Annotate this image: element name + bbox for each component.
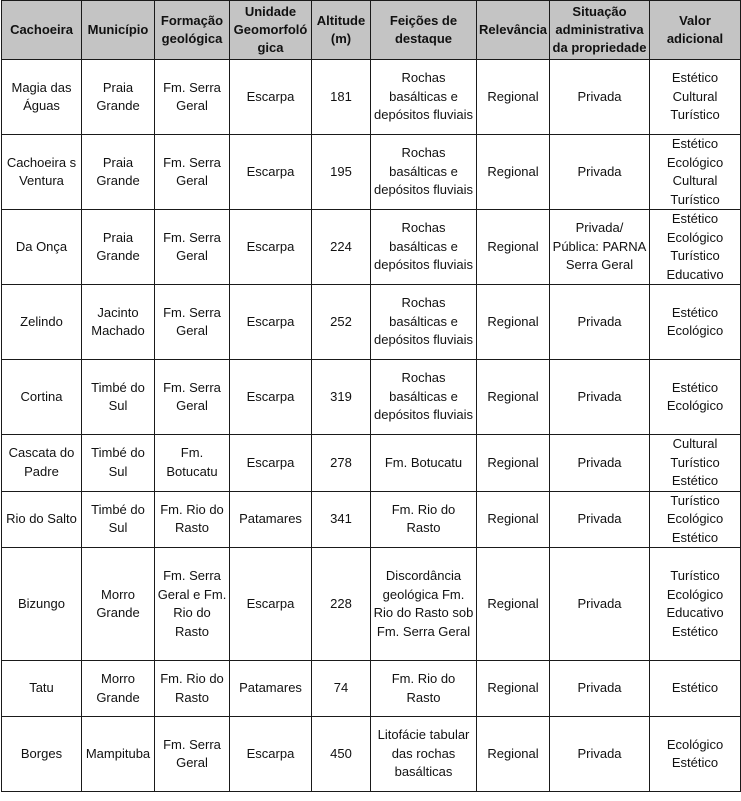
- column-header-unidade: Unidade Geomorfoló gica: [230, 1, 312, 60]
- cell-relevancia: Regional: [477, 135, 550, 210]
- cell-relevancia: Regional: [477, 491, 550, 548]
- cell-situacao: Privada: [550, 60, 650, 135]
- cell-altitude: 74: [312, 661, 371, 717]
- cell-relevancia: Regional: [477, 285, 550, 360]
- cell-cachoeira: Bizungo: [2, 548, 82, 661]
- cell-cachoeira: Borges: [2, 717, 82, 792]
- cell-municipio: Praia Grande: [82, 135, 155, 210]
- cell-altitude: 341: [312, 491, 371, 548]
- cell-municipio: Mampituba: [82, 717, 155, 792]
- column-header-municipio: Município: [82, 1, 155, 60]
- cell-formacao: Fm. Serra Geral: [155, 717, 230, 792]
- cell-cachoeira: Da Onça: [2, 210, 82, 285]
- cell-feicoes: Fm. Rio do Rasto: [371, 661, 477, 717]
- table-row: [2, 285, 741, 360]
- cell-formacao: Fm. Serra Geral: [155, 210, 230, 285]
- table-row: [2, 210, 741, 285]
- cell-altitude: 228: [312, 548, 371, 661]
- cell-formacao: Fm. Serra Geral: [155, 60, 230, 135]
- cell-feicoes: Discordância geológica Fm. Rio do Rasto sob Fm. Serra Geral: [371, 548, 477, 661]
- cell-cachoeira: Cascata do Padre: [2, 435, 82, 492]
- cell-formacao: Fm. Botucatu: [155, 435, 230, 492]
- cell-situacao: Privada: [550, 435, 650, 492]
- cell-valor: Estético Cultural Turístico: [650, 60, 741, 135]
- cell-altitude: 252: [312, 285, 371, 360]
- cell-feicoes: Fm. Rio do Rasto: [371, 491, 477, 548]
- cell-altitude: 319: [312, 360, 371, 435]
- cell-feicoes: Litofácie tabular das rochas basálticas: [371, 717, 477, 792]
- cell-unidade: Escarpa: [230, 60, 312, 135]
- cell-formacao: Fm. Serra Geral: [155, 360, 230, 435]
- column-header-cachoeira: Cachoeira: [2, 1, 82, 60]
- table-row: [2, 360, 741, 435]
- cell-formacao: Fm. Rio do Rasto: [155, 491, 230, 548]
- cell-unidade: Escarpa: [230, 210, 312, 285]
- cell-valor: Estético Ecológico Cultural Turístico: [650, 135, 741, 210]
- cell-formacao: Fm. Serra Geral: [155, 285, 230, 360]
- cell-municipio: Timbé do Sul: [82, 360, 155, 435]
- cell-valor: Turístico Ecológico Estético: [650, 491, 741, 548]
- cell-municipio: Morro Grande: [82, 548, 155, 661]
- table-row: [2, 435, 741, 492]
- cell-situacao: Privada: [550, 285, 650, 360]
- table-row: [2, 548, 741, 661]
- cell-unidade: Escarpa: [230, 717, 312, 792]
- column-header-feicoes: Feições de destaque: [371, 1, 477, 60]
- cell-feicoes: Rochas basálticas e depósitos fluviais: [371, 360, 477, 435]
- cell-formacao: Fm. Rio do Rasto: [155, 661, 230, 717]
- cell-municipio: Timbé do Sul: [82, 435, 155, 492]
- cell-situacao: Privada: [550, 135, 650, 210]
- column-header-situacao: Situação administrativa da propriedade: [550, 1, 650, 60]
- table-row: [2, 60, 741, 135]
- cell-altitude: 450: [312, 717, 371, 792]
- cell-feicoes: Fm. Botucatu: [371, 435, 477, 492]
- cell-unidade: Patamares: [230, 661, 312, 717]
- cell-unidade: Escarpa: [230, 360, 312, 435]
- cell-unidade: Escarpa: [230, 135, 312, 210]
- cell-situacao: Privada: [550, 360, 650, 435]
- cell-cachoeira: Zelindo: [2, 285, 82, 360]
- cell-valor: Estético Ecológico: [650, 360, 741, 435]
- cell-unidade: Patamares: [230, 491, 312, 548]
- cell-feicoes: Rochas basálticas e depósitos fluviais: [371, 210, 477, 285]
- cell-municipio: Jacinto Machado: [82, 285, 155, 360]
- table-row: [2, 661, 741, 717]
- cell-altitude: 278: [312, 435, 371, 492]
- cell-feicoes: Rochas basálticas e depósitos fluviais: [371, 285, 477, 360]
- waterfalls-table: [1, 0, 741, 792]
- cell-valor: Turístico Ecológico Educativo Estético: [650, 548, 741, 661]
- cell-situacao: Privada/ Pública: PARNA Serra Geral: [550, 210, 650, 285]
- cell-valor: Ecológico Estético: [650, 717, 741, 792]
- table-row: [2, 491, 741, 548]
- cell-relevancia: Regional: [477, 60, 550, 135]
- column-header-altitude: Altitude (m): [312, 1, 371, 60]
- cell-valor: Estético Ecológico: [650, 285, 741, 360]
- cell-cachoeira: Cachoeira s Ventura: [2, 135, 82, 210]
- cell-situacao: Privada: [550, 717, 650, 792]
- cell-municipio: Morro Grande: [82, 661, 155, 717]
- cell-relevancia: Regional: [477, 210, 550, 285]
- column-header-valor: Valor adicional: [650, 1, 741, 60]
- cell-formacao: Fm. Serra Geral e Fm. Rio do Rasto: [155, 548, 230, 661]
- cell-cachoeira: Rio do Salto: [2, 491, 82, 548]
- cell-feicoes: Rochas basálticas e depósitos fluviais: [371, 60, 477, 135]
- cell-situacao: Privada: [550, 548, 650, 661]
- cell-municipio: Praia Grande: [82, 60, 155, 135]
- cell-cachoeira: Cortina: [2, 360, 82, 435]
- cell-unidade: Escarpa: [230, 435, 312, 492]
- cell-feicoes: Rochas basálticas e depósitos fluviais: [371, 135, 477, 210]
- cell-situacao: Privada: [550, 661, 650, 717]
- cell-municipio: Timbé do Sul: [82, 491, 155, 548]
- cell-cachoeira: Magia das Águas: [2, 60, 82, 135]
- table-row: [2, 135, 741, 210]
- cell-relevancia: Regional: [477, 548, 550, 661]
- table-row: [2, 717, 741, 792]
- cell-altitude: 195: [312, 135, 371, 210]
- header-row: [2, 1, 741, 60]
- cell-relevancia: Regional: [477, 661, 550, 717]
- cell-altitude: 224: [312, 210, 371, 285]
- cell-situacao: Privada: [550, 491, 650, 548]
- cell-valor: Estético Ecológico Turístico Educativo: [650, 210, 741, 285]
- cell-relevancia: Regional: [477, 360, 550, 435]
- cell-unidade: Escarpa: [230, 548, 312, 661]
- cell-formacao: Fm. Serra Geral: [155, 135, 230, 210]
- cell-altitude: 181: [312, 60, 371, 135]
- cell-relevancia: Regional: [477, 435, 550, 492]
- column-header-relevancia: Relevância: [477, 1, 550, 60]
- cell-municipio: Praia Grande: [82, 210, 155, 285]
- cell-unidade: Escarpa: [230, 285, 312, 360]
- cell-relevancia: Regional: [477, 717, 550, 792]
- column-header-formacao: Formação geológica: [155, 1, 230, 60]
- cell-cachoeira: Tatu: [2, 661, 82, 717]
- cell-valor: Estético: [650, 661, 741, 717]
- cell-valor: Cultural Turístico Estético: [650, 435, 741, 492]
